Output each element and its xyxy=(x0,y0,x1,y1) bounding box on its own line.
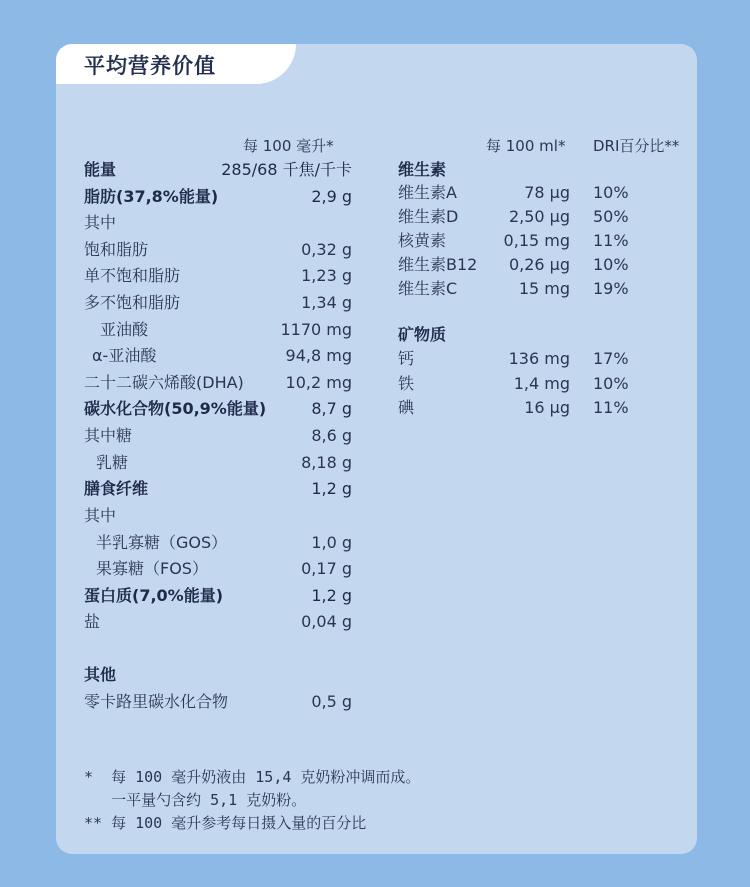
dri-percent: 17% xyxy=(593,349,629,368)
nutrient-value: 8,7 g xyxy=(311,399,352,418)
micronutrient-label: 碘 xyxy=(398,398,415,417)
nutrient-label: α-亚油酸 xyxy=(92,346,157,365)
nutrient-value: 1,34 g xyxy=(301,293,352,312)
nutrient-value: 2,9 g xyxy=(311,187,352,206)
micronutrient-value: 2,50 μg xyxy=(508,207,570,226)
dri-percent: 11% xyxy=(593,398,629,417)
nutrient-label: 其中 xyxy=(84,506,117,525)
other-heading: 其他 xyxy=(84,665,117,684)
right-column-header-amount: 每 100 ml* xyxy=(486,137,566,155)
micronutrient-value: 0,26 μg xyxy=(508,255,570,274)
dri-percent: 19% xyxy=(593,279,629,298)
nutrient-label: 膳食纤维 xyxy=(84,479,149,498)
micronutrient-value: 0,15 mg xyxy=(503,231,570,250)
nutrient-value: 94,8 mg xyxy=(285,346,352,365)
nutrient-value: 0,04 g xyxy=(301,612,352,631)
nutrient-value: 1,0 g xyxy=(311,533,352,552)
micronutrient-label: 维生素D xyxy=(398,207,459,226)
micronutrient-value: 136 mg xyxy=(508,349,570,368)
footnote: * 每 100 毫升奶液由 15,4 克奶粉冲调而成。 xyxy=(84,768,421,786)
dri-percent: 10% xyxy=(593,373,629,393)
micronutrient-label: 核黄素 xyxy=(398,231,447,250)
nutrient-label: 能量 xyxy=(84,160,117,179)
nutrient-label: 果寡糖（FOS） xyxy=(96,559,208,578)
nutrient-value: 8,18 g xyxy=(301,453,352,472)
nutrient-value: 1,2 g xyxy=(311,479,352,498)
nutrient-label: 二十二碳六烯酸(DHA) xyxy=(84,373,244,392)
micronutrient-value: 15 mg xyxy=(518,279,570,298)
nutrient-value: 1170 mg xyxy=(280,320,352,339)
dri-percent: 10% xyxy=(593,255,629,274)
nutrient-label: 半乳寡糖（GOS） xyxy=(96,533,228,552)
micronutrient-label: 维生素C xyxy=(398,279,458,298)
left-column-header: 每 100 毫升* xyxy=(243,137,334,155)
dri-percent: 50% xyxy=(593,207,629,226)
nutrient-label: 单不饱和脂肪 xyxy=(84,266,181,285)
micronutrient-label: 铁 xyxy=(398,373,415,393)
nutrient-label: 脂肪(37,8%能量) xyxy=(84,187,219,206)
nutrient-label: 饱和脂肪 xyxy=(84,240,149,259)
micronutrient-value: 1,4 mg xyxy=(513,373,570,393)
micronutrient-label: 钙 xyxy=(398,349,415,368)
nutrient-label: 碳水化合物(50,9%能量) xyxy=(84,399,267,418)
footnote: ** 每 100 毫升参考每日摄入量的百分比 xyxy=(84,814,367,832)
nutrient-label: 盐 xyxy=(84,612,101,631)
nutrient-label: 其中 xyxy=(84,213,117,232)
micronutrient-label: 维生素B12 xyxy=(398,255,478,274)
other-value: 0,5 g xyxy=(311,692,352,711)
nutrient-label: 亚油酸 xyxy=(100,320,149,339)
other-label: 零卡路里碳水化合物 xyxy=(84,692,229,711)
nutrient-value: 0,32 g xyxy=(301,240,352,259)
micronutrient-value: 78 μg xyxy=(524,183,570,202)
footnote: 一平量勺含约 5,1 克奶粉。 xyxy=(84,791,307,809)
dri-percent: 11% xyxy=(593,231,629,250)
nutrient-value: 0,17 g xyxy=(301,559,352,578)
vitamins-heading: 维生素 xyxy=(398,160,447,179)
micronutrient-value: 16 μg xyxy=(524,398,570,417)
nutrient-label: 其中糖 xyxy=(84,426,133,445)
page-title: 平均营养价值 xyxy=(84,54,216,78)
nutrient-value: 1,23 g xyxy=(301,266,352,285)
nutrient-value: 8,6 g xyxy=(311,426,352,445)
nutrient-label: 多不饱和脂肪 xyxy=(84,293,181,312)
right-column-header-dri: DRI百分比** xyxy=(593,137,680,155)
nutrient-value: 10,2 mg xyxy=(285,373,352,392)
micronutrient-label: 维生素A xyxy=(398,183,457,202)
nutrient-label: 蛋白质(7,0%能量) xyxy=(84,586,224,605)
nutrient-label: 乳糖 xyxy=(96,453,129,472)
minerals-heading: 矿物质 xyxy=(398,325,447,344)
nutrient-value: 1,2 g xyxy=(311,586,352,605)
dri-percent: 10% xyxy=(593,183,629,202)
nutrient-value: 285/68 千焦/千卡 xyxy=(221,160,352,179)
